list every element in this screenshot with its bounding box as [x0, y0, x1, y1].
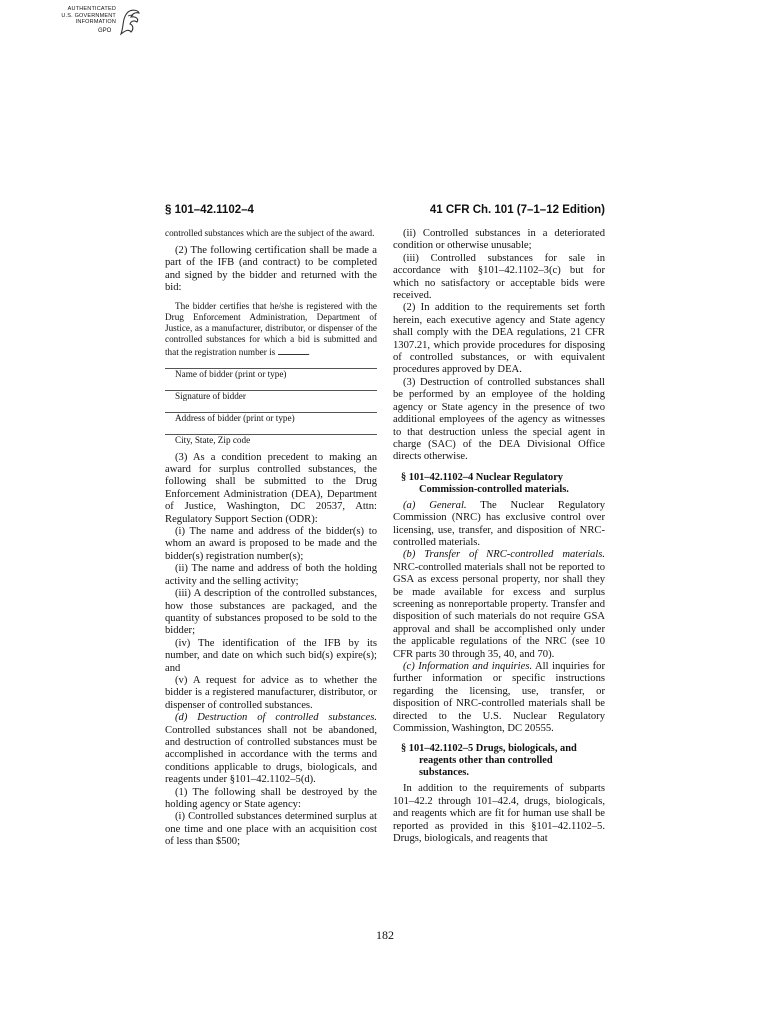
paragraph: (i) Controlled substances determined surplus at one time and one place with an acquisition cost of less than $500;	[165, 811, 377, 848]
section-heading: § 101–42.1102–5 Drugs, biologicals, and reagents other than controlled substances.	[401, 743, 577, 779]
signature-label: City, State, Zip code	[175, 434, 251, 445]
paragraph: (iv) The identification of the IFB by its number, and date on which such bid(s) expire(s); and	[165, 637, 377, 674]
paragraph	[393, 549, 605, 661]
gpo-authentication-logo	[58, 6, 148, 46]
paragraph: (ii) Controlled substances in a deteriorated condition or otherwise unusable;	[393, 228, 605, 252]
paragraph-heading: (c) Information and inquiries.	[403, 661, 533, 672]
paragraph	[165, 712, 377, 786]
signature-label: Address of bidder (print or type)	[175, 412, 295, 423]
paragraph-heading: (d) Destruction of controlled substances.	[175, 712, 377, 724]
paragraph-body: NRC-controlled materials shall not be reported to GSA as excess personal property, nor shall they be made available for excess and surplus screening as nonreportable property. Transfer and disposition of such materials do not require GSA approval and shall be accomplished only under the applicable regulations of the NRC (see 10 CFR parts 30 through 35, 40, and 70).	[393, 561, 605, 660]
paragraph: (v) A request for advice as to whether the bidder is a registered manufacturer, distributor, or dispenser of controlled substances.	[165, 674, 377, 711]
left-column	[165, 228, 377, 849]
paragraph: (1) The following shall be destroyed by the holding agency or State agency:	[165, 786, 377, 810]
paragraph: (iii) A description of the controlled substances, how those substances are packaged, and the quantity of substances proposed to be sold to the bidder;	[165, 588, 377, 637]
logo-gpo: GPO	[98, 28, 112, 34]
paragraph: In addition to the requirements of subparts 101–42.2 through 101–42.4, drugs, biologicals, and reagents which are fit for human use shall be reported as provided in this §101–42.1102–5. Drugs, biologicals, and reagents that	[393, 783, 605, 845]
paragraph: (iii) Controlled substances for sale in accordance with §101–42.1102–3(c) but for which no satisfactory or acceptable bids were received.	[393, 252, 605, 302]
paragraph-body: Controlled substances shall not be abandoned, and destruction of controlled substances must be accomplished in accordance with the terms and conditions applicable to drugs, biologicals, and reagents under §101–42.1102–5(d).	[165, 724, 377, 786]
logo-line: U.S. GOVERNMENT	[61, 12, 116, 19]
signature-block	[165, 368, 377, 446]
cfr-edition-header: 41 CFR Ch. 101 (7–1–12 Edition)	[429, 204, 605, 216]
paragraph	[393, 500, 605, 550]
paragraph: (2) In addition to the requirements set forth herein, each executive agency and State agency shall comply with the DEA regulations, 21 CFR 1307.21, which provide procedures for disposing of controlled substances, or with equivalent procedures approved by DEA.	[393, 302, 605, 376]
section-heading: § 101–42.1102–4 Nuclear Regulatory Commission-controlled materials.	[401, 471, 569, 495]
signature-label: Name of bidder (print or type)	[175, 368, 287, 379]
paragraph: (i) The name and address of the bidder(s) to whom an award is proposed to be made and the bidder(s) registration number(s);	[165, 526, 377, 562]
certification-body: The bidder certifies that he/she is registered with the Drug Enforcement Administration, Department of Justice, as a manufacturer, distributor, or dispenser of the controlled substances for which a bid is submitted and that the registration number is	[165, 300, 377, 357]
paragraph-heading: (a) General.	[403, 499, 467, 511]
logo-text	[58, 6, 116, 26]
right-column	[393, 228, 605, 845]
logo-line: INFORMATION	[75, 19, 116, 25]
logo-line: AUTHENTICATED	[67, 6, 116, 12]
signature-label: Signature of bidder	[175, 390, 246, 401]
paragraph: (2) The following certification shall be made a part of the IFB (and contract) to be completed and signed by the bidder and returned with the bid:	[165, 245, 377, 294]
certification-text: The bidder certifies that he/she is registered with the Drug Enforcement Administration, Department of Justice, as a manufacturer, distributor, or dispenser of the controlled substances for which a bid is submitted and that the registration number is .	[165, 300, 377, 357]
paragraph: (ii) The name and address of both the holding activity and the selling activity;	[165, 563, 377, 587]
paragraph	[393, 661, 605, 735]
paragraph-heading: (b) Transfer of NRC-controlled materials.	[403, 549, 605, 561]
paragraph: controlled substances which are the subject of the award.	[165, 228, 375, 238]
section-number-header: § 101–42.1102–4	[165, 204, 254, 216]
paragraph-body: All inquiries for further information or specific instructions regarding the licensing, use, transfer, or disposition of NRC-controlled materials shall be directed to the U.S. Nuclear Regulatory Commission, Washington, DC 20555.	[393, 661, 606, 735]
eagle-icon	[118, 8, 142, 38]
page-number: 182	[376, 928, 394, 942]
paragraph-body: The Nuclear Regulatory Commission (NRC) has exclusive control over licensing, use, transfer, and disposition of NRC-controlled materials.	[393, 499, 605, 548]
paragraph: (3) Destruction of controlled substances shall be performed by an employee of the holding agency or State agency in the presence of two additional employees of the agency as witnesses to that destruction unless the special agent in charge (SAC) of the DEA Divisional Office directs otherwise.	[393, 376, 605, 463]
registration-blank	[278, 345, 308, 355]
paragraph: (3) As a condition precedent to making an award for surplus controlled substances, the following shall be submitted to the Drug Enforcement Administration (DEA), Department of Justice, Washington, DC 20537, Attn: Regulatory Support Section (ODR):	[165, 451, 377, 525]
running-header	[165, 204, 605, 220]
